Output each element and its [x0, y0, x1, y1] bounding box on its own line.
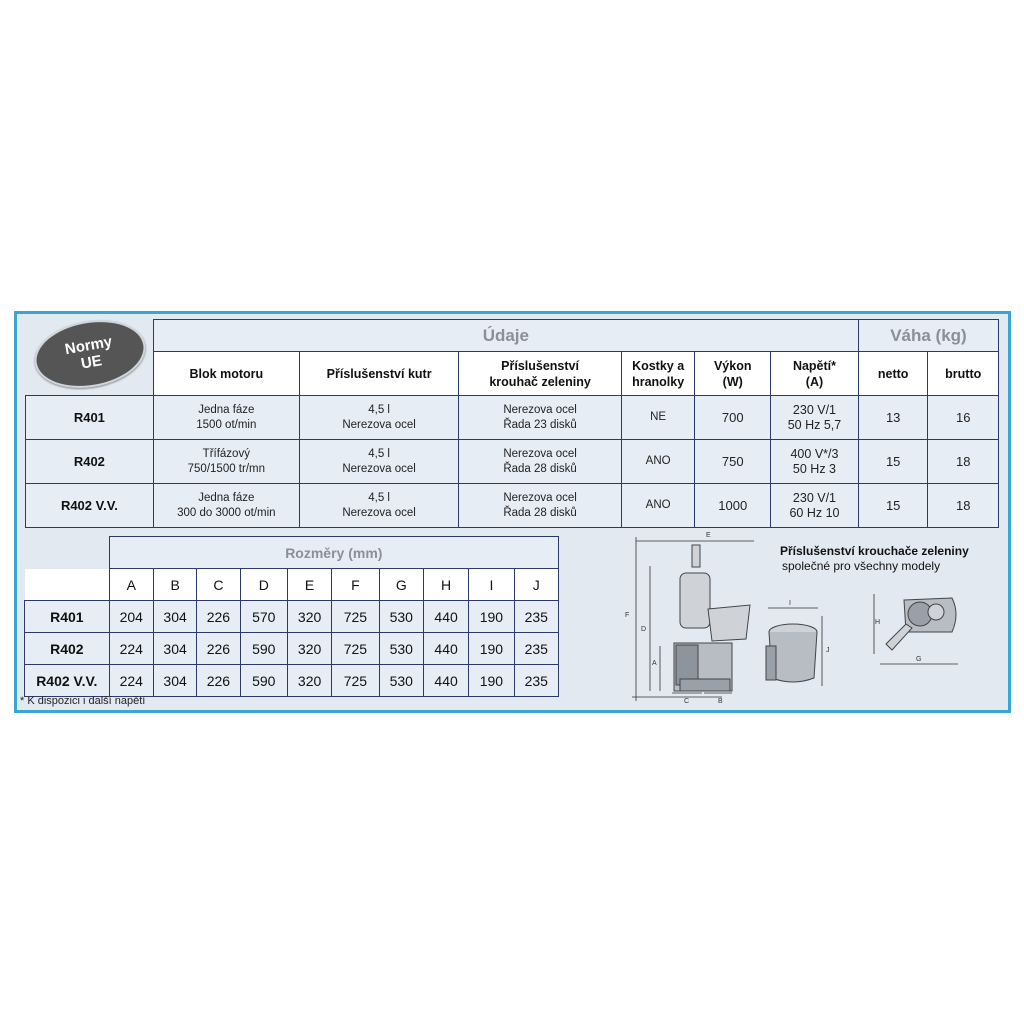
cell-line: 50 Hz 3	[792, 461, 837, 476]
cell-power: 750	[695, 440, 771, 484]
col-veg-line2: krouhač zeleniny	[489, 374, 591, 389]
dim-col-b: B	[153, 569, 196, 601]
label-j: J	[826, 647, 830, 654]
cell-line: 50 Hz 5,7	[787, 417, 842, 432]
cell-veg	[459, 396, 622, 440]
dim-cell: 440	[423, 633, 468, 665]
cell-line: Nerezova ocel	[342, 462, 416, 475]
dim-cell: 530	[379, 665, 423, 697]
dim-cell: 235	[514, 601, 558, 633]
col-motor: Blok motoru	[153, 352, 299, 396]
cell-brutto: 18	[928, 440, 999, 484]
cell-netto: 15	[858, 484, 928, 528]
dim-cell: 224	[109, 665, 153, 697]
col-voltage	[771, 352, 859, 396]
cell-netto: 13	[858, 396, 928, 440]
accessories-subtitle: společné pro všechny modely	[782, 559, 941, 573]
dim-cell: 440	[423, 665, 468, 697]
cell-netto: 15	[858, 440, 928, 484]
cell-line: 1500 ot/min	[196, 418, 257, 431]
dim-col-e: E	[287, 569, 331, 601]
dim-cell: 320	[287, 665, 331, 697]
label-g: G	[916, 656, 922, 663]
cell-line: Nerezova ocel	[342, 418, 416, 431]
weight-group-header: Váha (kg)	[858, 320, 998, 352]
table-row	[25, 633, 559, 665]
dim-cell: 190	[469, 601, 514, 633]
dim-cell: 590	[240, 665, 287, 697]
dim-col-a: A	[109, 569, 153, 601]
cell-brutto: 16	[928, 396, 999, 440]
col-power-line1: Výkon	[713, 358, 752, 373]
dim-col-h: H	[423, 569, 468, 601]
cell-line: Nerezova ocel	[342, 506, 416, 519]
cell-line: 750/1500 tr/mn	[187, 462, 265, 475]
cell-voltage	[771, 440, 859, 484]
dim-cell: 320	[287, 633, 331, 665]
cell-voltage	[771, 484, 859, 528]
cell-line: Řada 28 disků	[503, 506, 577, 519]
specs-table	[25, 319, 999, 528]
col-dice	[621, 352, 695, 396]
table-row	[26, 440, 999, 484]
dim-col-j: J	[514, 569, 558, 601]
dim-cell: 204	[109, 601, 153, 633]
col-veg-line1: Příslušenství	[501, 358, 579, 373]
dim-cell: 590	[240, 633, 287, 665]
corner-cell	[26, 352, 154, 396]
dim-cell: 304	[153, 601, 196, 633]
cell-motor	[153, 484, 299, 528]
dim-cell: 226	[197, 601, 240, 633]
dim-cell: 725	[332, 665, 379, 697]
dim-letter-corner	[25, 569, 110, 601]
cell-dice: NE	[621, 396, 695, 440]
label-f: F	[625, 612, 630, 619]
cell-veg	[459, 440, 622, 484]
cell-cutter	[299, 440, 458, 484]
dim-letters-row	[25, 569, 559, 601]
dim-cell: 190	[469, 665, 514, 697]
cell-line: Řada 23 disků	[503, 418, 577, 431]
bowl-drawing	[760, 598, 834, 694]
label-b: B	[718, 698, 723, 705]
dim-row-model: R401	[25, 601, 110, 633]
cell-line: Nerezova ocel	[503, 447, 577, 460]
dim-cell: 725	[332, 633, 379, 665]
specs-group-header: Údaje	[153, 320, 858, 352]
dim-cell: 226	[197, 633, 240, 665]
label-d: D	[641, 626, 647, 633]
dim-cell: 530	[379, 633, 423, 665]
col-veg	[459, 352, 622, 396]
cell-line: 4,5 l	[368, 447, 390, 460]
col-brutto: brutto	[928, 352, 999, 396]
veg-attachment-drawing	[866, 584, 966, 670]
label-h: H	[875, 619, 881, 626]
row-model: R402	[26, 440, 154, 484]
dim-cell: 304	[153, 665, 196, 697]
col-voltage-line2: (A)	[805, 374, 824, 389]
dim-cell: 226	[197, 665, 240, 697]
dim-cell: 320	[287, 601, 331, 633]
table-row	[26, 484, 999, 528]
badge-cell	[26, 320, 154, 352]
dim-corner	[25, 537, 110, 569]
cell-veg	[459, 484, 622, 528]
cell-dice: ANO	[621, 484, 695, 528]
col-dice-line2: hranolky	[632, 374, 685, 389]
label-i: I	[789, 600, 791, 607]
col-voltage-line1: Napětí*	[792, 358, 837, 373]
dim-row-model: R402 V.V.	[25, 665, 110, 697]
dim-col-f: F	[332, 569, 379, 601]
cell-line: Nerezova ocel	[503, 491, 577, 504]
cell-cutter	[299, 396, 458, 440]
cell-line: 300 do 3000 ot/min	[177, 506, 276, 519]
cell-line: 230 V/1	[792, 490, 837, 505]
footnote: * K dispozici i další napětí	[20, 695, 146, 707]
dim-cell: 235	[514, 633, 558, 665]
dim-row-model: R402	[25, 633, 110, 665]
dim-cell: 530	[379, 601, 423, 633]
cell-power: 700	[695, 396, 771, 440]
row-model: R401	[26, 396, 154, 440]
cell-line: Jedna fáze	[198, 403, 255, 416]
table-row	[25, 601, 559, 633]
accessories-title: Příslušenství krouchače zeleniny	[780, 544, 969, 558]
cell-voltage	[771, 396, 859, 440]
cell-line: 60 Hz 10	[789, 505, 840, 520]
col-cutter: Příslušenství kutr	[299, 352, 458, 396]
dim-col-g: G	[379, 569, 423, 601]
col-dice-line1: Kostky a	[632, 358, 685, 373]
badge-line1: Normy	[63, 333, 114, 359]
table-row	[25, 665, 559, 697]
dim-col-c: C	[197, 569, 240, 601]
label-e: E	[706, 532, 711, 539]
cell-line: Řada 28 disků	[503, 462, 577, 475]
dim-cell: 190	[469, 633, 514, 665]
col-power	[695, 352, 771, 396]
badge-line2: UE	[79, 352, 104, 373]
table-row	[26, 396, 999, 440]
label-c: C	[684, 698, 690, 705]
cell-power: 1000	[695, 484, 771, 528]
label-a: A	[652, 660, 657, 667]
col-netto: netto	[858, 352, 928, 396]
cell-line: 400 V*/3	[790, 446, 839, 461]
cell-brutto: 18	[928, 484, 999, 528]
dim-cell: 725	[332, 601, 379, 633]
cell-line: 4,5 l	[368, 491, 390, 504]
cell-motor	[153, 440, 299, 484]
dimensions-table	[24, 536, 559, 697]
cell-dice: ANO	[621, 440, 695, 484]
dim-cell: 440	[423, 601, 468, 633]
dim-col-d: D	[240, 569, 287, 601]
dim-cell: 235	[514, 665, 558, 697]
dim-cell: 304	[153, 633, 196, 665]
dimensions-header: Rozměry (mm)	[109, 537, 558, 569]
dim-cell: 570	[240, 601, 287, 633]
dim-col-i: I	[469, 569, 514, 601]
cell-line: Třífázový	[202, 447, 250, 460]
machine-drawing	[622, 531, 762, 707]
cell-motor	[153, 396, 299, 440]
cell-line: 4,5 l	[368, 403, 390, 416]
cell-line: Nerezova ocel	[503, 403, 577, 416]
cell-line: Jedna fáze	[198, 491, 255, 504]
dim-cell: 224	[109, 633, 153, 665]
cell-line: 230 V/1	[792, 402, 837, 417]
cell-cutter	[299, 484, 458, 528]
col-power-line2: (W)	[722, 374, 743, 389]
row-model: R402 V.V.	[26, 484, 154, 528]
